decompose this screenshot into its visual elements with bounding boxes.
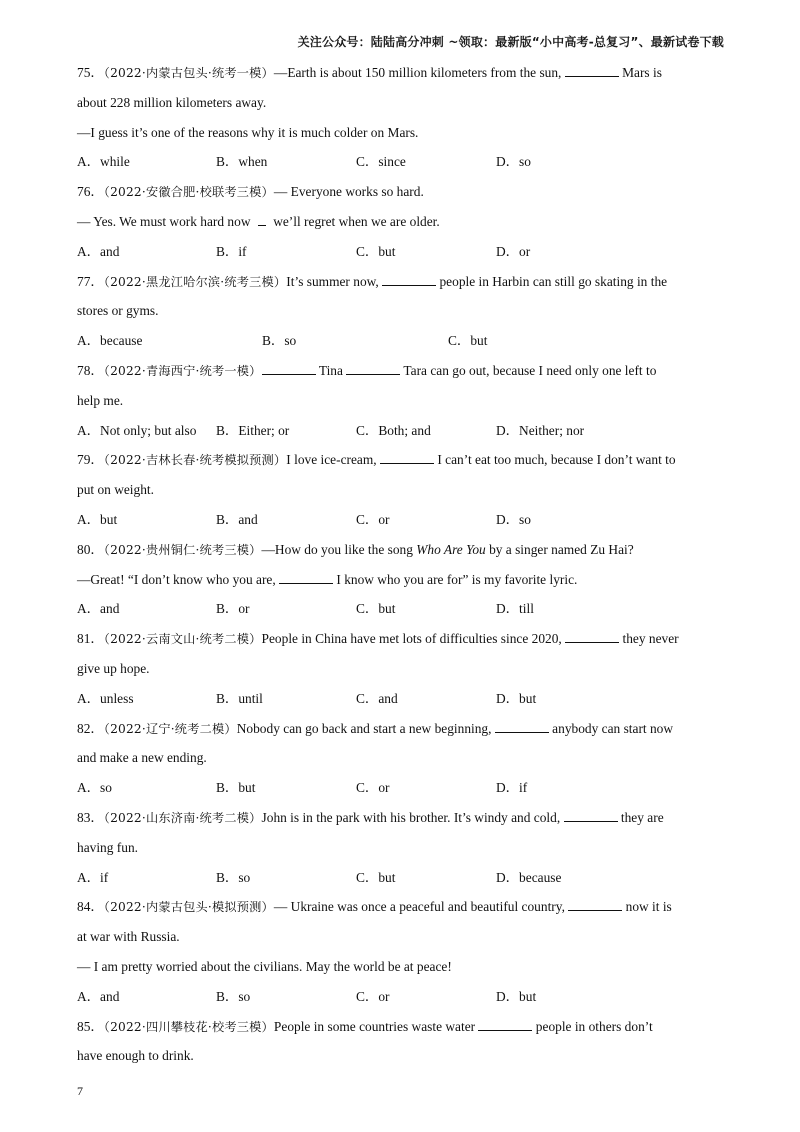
question-number: 78． <box>77 362 104 378</box>
question-source: （2022·贵州铜仁·统考三模） <box>103 542 262 557</box>
question-text: I love ice-cream, <box>286 452 380 468</box>
option-a: A．but <box>77 511 118 527</box>
option-d: D．if <box>496 780 528 796</box>
question-number: 85． <box>77 1018 104 1034</box>
option-d: D．so <box>496 154 531 170</box>
question-number: 75． <box>77 65 104 80</box>
question-75-options <box>77 147 737 177</box>
question-79-line-2: put on weight. <box>77 482 154 498</box>
question-text: —Great! “I don’t know who you are, <box>77 571 280 587</box>
option-a: A．and <box>77 243 120 259</box>
answer-blank <box>262 360 316 375</box>
question-77-line-2: stores or gyms. <box>77 303 159 319</box>
answer-blank <box>279 569 333 584</box>
question-text: People in some countries waste water <box>273 1018 479 1034</box>
answer-blank <box>564 807 618 822</box>
question-number: 79． <box>77 452 104 468</box>
answer-blank <box>380 449 434 464</box>
option-d: D．but <box>496 690 537 706</box>
question-78-line-1 <box>77 356 737 386</box>
option-a: A．so <box>77 780 112 796</box>
question-text: Nobody can go back and start a new beginning, <box>236 720 495 736</box>
question-82-line-2: and make a new ending. <box>77 750 207 766</box>
question-79-options <box>77 505 737 535</box>
question-83-line-2: having fun. <box>77 839 138 855</box>
question-text: Tina <box>315 362 347 378</box>
question-text: by a singer named Zu Hai? <box>485 541 634 557</box>
question-85-line-2: have enough to drink. <box>77 1048 194 1064</box>
question-number: 83． <box>77 809 104 825</box>
option-d: D．till <box>496 601 534 617</box>
question-81-line-1 <box>77 624 737 654</box>
question-84-options <box>77 982 737 1012</box>
option-b: B．or <box>216 601 250 617</box>
option-b: B．but <box>216 780 256 796</box>
question-source: （2022·青海西宁·统考一模） <box>103 363 262 378</box>
question-list <box>77 58 737 1071</box>
option-d: D．because <box>496 869 562 885</box>
answer-blank <box>258 211 266 226</box>
question-source: （2022·内蒙古包头·统考一模） <box>103 66 274 80</box>
option-b: B．when <box>216 154 268 170</box>
question-75-line-1 <box>77 58 737 88</box>
question-85-line-1 <box>77 1012 737 1042</box>
question-source: （2022·内蒙古包头·模拟预测） <box>103 900 274 915</box>
option-a: A．because <box>77 333 143 349</box>
question-75-line-3: —I guess it’s one of the reasons why it is much colder on Mars. <box>77 124 419 140</box>
option-d: D．or <box>496 243 531 259</box>
question-83-options <box>77 863 737 893</box>
option-b: B．so <box>262 333 297 349</box>
option-b: B．until <box>216 690 263 706</box>
option-c: C．or <box>356 780 390 796</box>
option-a: A．unless <box>77 690 134 706</box>
answer-blank <box>565 62 619 77</box>
option-c: C．but <box>356 601 396 617</box>
option-c: C．but <box>448 333 488 349</box>
answer-blank <box>346 360 400 375</box>
question-80-line-1 <box>77 535 737 565</box>
question-source: （2022·吉林长春·统考模拟预测） <box>103 453 287 468</box>
question-75-line-2: about 228 million kilometers away. <box>77 94 267 110</box>
question-80-options <box>77 594 737 624</box>
question-number: 81． <box>77 631 104 647</box>
question-84-line-3: — I am pretty worried about the civilians. May the world be at peace! <box>77 958 452 974</box>
question-text: they are <box>617 809 664 825</box>
question-text: they never <box>619 631 679 647</box>
option-b: B．if <box>216 243 247 259</box>
question-81-line-2: give up hope. <box>77 660 150 676</box>
option-a: A．and <box>77 988 120 1004</box>
answer-blank <box>565 628 619 643</box>
option-a: A．and <box>77 601 120 617</box>
question-83-line-1 <box>77 803 737 833</box>
option-b: B．and <box>216 511 258 527</box>
option-a: A．if <box>77 869 109 885</box>
option-d: D．so <box>496 511 531 527</box>
question-source: （2022·安徽合肥·校联考三模） <box>103 185 274 200</box>
question-text: —Earth is about 150 million kilometers from the sun, <box>273 65 565 80</box>
question-82-options <box>77 773 737 803</box>
option-c: C．since <box>356 154 406 170</box>
option-c: C．and <box>356 690 398 706</box>
question-text: — Yes. We must work hard now <box>77 213 254 229</box>
question-text: Tara can go out, because I need only one left to <box>400 362 657 378</box>
question-source: （2022·山东济南·统考二模） <box>103 810 262 825</box>
question-81-options <box>77 684 737 714</box>
question-text: now it is <box>622 899 672 915</box>
question-text: —How do you like the song <box>261 541 417 557</box>
question-82-line-1 <box>77 714 737 744</box>
question-number: 84． <box>77 899 104 915</box>
option-c: C．but <box>356 243 396 259</box>
question-76-line-2 <box>77 207 737 237</box>
question-78-options <box>77 416 737 446</box>
question-84-line-2: at war with Russia. <box>77 929 180 945</box>
question-79-line-1 <box>77 445 737 475</box>
question-76-line-1 <box>77 177 737 207</box>
question-number: 82． <box>77 720 104 736</box>
question-text: — Everyone works so hard. <box>273 184 424 200</box>
question-source: （2022·黑龙江哈尔滨·统考三模） <box>103 274 287 289</box>
question-text: It’s summer now, <box>286 273 383 289</box>
option-d: D．Neither; nor <box>496 422 585 438</box>
question-text: we’ll regret when we are older. <box>269 213 440 229</box>
question-78-line-2: help me. <box>77 392 124 408</box>
question-source: （2022·四川攀枝花·校考三模） <box>103 1019 274 1034</box>
option-b: B．so <box>216 869 251 885</box>
page-number: 7 <box>77 1084 83 1098</box>
song-title: Who Are You <box>416 541 486 557</box>
question-text: people in Harbin can still go skating in the <box>436 273 668 289</box>
question-text: — Ukraine was once a peaceful and beautiful country, <box>273 899 569 915</box>
option-a: A．while <box>77 154 130 170</box>
question-source: （2022·辽宁·统考二模） <box>103 721 237 736</box>
question-text: I know who you are for” is my favorite lyric. <box>333 571 578 587</box>
question-number: 80． <box>77 541 104 557</box>
answer-blank <box>382 271 436 286</box>
question-source: （2022·云南文山·统考二模） <box>103 632 262 647</box>
option-a: A．Not only; but also <box>77 422 197 438</box>
question-text: People in China have met lots of difficulties since 2020, <box>261 631 566 647</box>
option-d: D．but <box>496 988 537 1004</box>
header-note: 关注公众号：陆陆高分冲刺 ~领取：最新版“小中高考-总复习”、最新试卷下载 <box>297 35 724 49</box>
answer-blank <box>478 1016 532 1031</box>
option-c: C．or <box>356 988 390 1004</box>
question-number: 76． <box>77 184 104 200</box>
option-c: C．but <box>356 869 396 885</box>
question-80-line-2 <box>77 565 737 595</box>
question-text: John is in the park with his brother. It’s windy and cold, <box>261 809 564 825</box>
option-c: C．or <box>356 511 390 527</box>
option-b: B．so <box>216 988 251 1004</box>
question-text: people in others don’t <box>532 1018 653 1034</box>
question-77-line-1 <box>77 267 737 297</box>
option-b: B．Either; or <box>216 422 290 438</box>
answer-blank <box>568 896 622 911</box>
question-76-options <box>77 237 737 267</box>
question-text: anybody can start now <box>548 720 674 736</box>
question-text: Mars is <box>618 65 662 80</box>
question-77-options <box>77 326 737 356</box>
answer-blank <box>495 718 549 733</box>
question-text: I can’t eat too much, because I don’t want to <box>433 452 676 468</box>
question-84-line-1 <box>77 892 737 922</box>
option-c: C．Both; and <box>356 422 431 438</box>
question-number: 77． <box>77 273 104 289</box>
